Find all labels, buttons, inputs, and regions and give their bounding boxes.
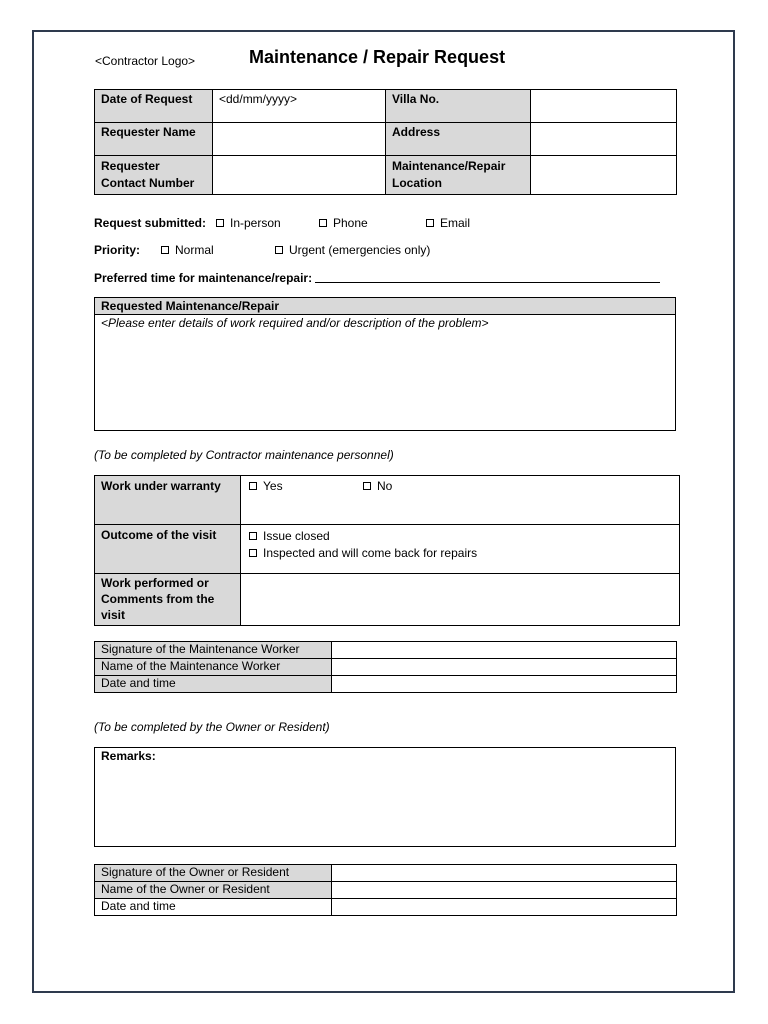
date-of-request-field[interactable]: <dd/mm/yyyy> — [213, 90, 386, 123]
form-page — [32, 30, 735, 993]
worker-date-label: Date and time — [95, 676, 332, 693]
contractor-logo-placeholder: <Contractor Logo> — [95, 54, 196, 68]
owner-date-label: Date and time — [95, 899, 332, 916]
option-urgent[interactable]: Urgent (emergencies only) — [275, 243, 430, 257]
checkbox-icon — [426, 219, 434, 227]
work-performed-label: Work performed or Comments from the visit — [95, 574, 241, 626]
warranty-options — [241, 476, 680, 525]
owner-name-label: Name of the Owner or Resident — [95, 882, 332, 899]
remarks-label: Remarks: — [101, 749, 156, 763]
option-issue-closed[interactable]: Issue closed — [247, 528, 673, 545]
option-email[interactable]: Email — [426, 216, 470, 230]
worker-signature-field[interactable] — [332, 642, 677, 659]
option-in-person[interactable]: In-person — [216, 216, 281, 230]
option-no[interactable]: No — [363, 479, 392, 493]
checkbox-icon — [249, 482, 257, 490]
checkbox-icon — [275, 246, 283, 254]
contractor-note: (To be completed by Contractor maintenance personnel) — [94, 448, 394, 462]
requested-maintenance-box — [94, 297, 676, 431]
address-label: Address — [386, 123, 531, 156]
work-performed-field[interactable] — [241, 574, 680, 626]
remarks-box[interactable] — [94, 747, 676, 847]
worker-name-field[interactable] — [332, 659, 677, 676]
option-yes[interactable]: Yes — [249, 479, 283, 493]
worker-date-field[interactable] — [332, 676, 677, 693]
requester-name-label: Requester Name — [95, 123, 213, 156]
owner-signature-field[interactable] — [332, 865, 677, 882]
request-submitted-label: Request submitted: — [94, 216, 207, 230]
owner-note: (To be completed by the Owner or Resident) — [94, 720, 330, 734]
worker-name-label: Name of the Maintenance Worker — [95, 659, 332, 676]
requester-name-field[interactable] — [213, 123, 386, 156]
preferred-time-label: Preferred time for maintenance/repair: — [94, 271, 313, 285]
preferred-time-row — [94, 271, 660, 285]
owner-signature-table — [94, 864, 677, 916]
checkbox-icon — [249, 532, 257, 540]
checkbox-icon — [319, 219, 327, 227]
contact-label-line1: Requester — [101, 159, 160, 173]
villa-no-field[interactable] — [531, 90, 677, 123]
worker-signature-label: Signature of the Maintenance Worker — [95, 642, 332, 659]
contact-number-field[interactable] — [213, 156, 386, 195]
warranty-label: Work under warranty — [95, 476, 241, 525]
preferred-time-field[interactable] — [315, 272, 660, 283]
outcome-label: Outcome of the visit — [95, 525, 241, 574]
contact-number-label — [95, 156, 213, 195]
date-of-request-label: Date of Request — [95, 90, 213, 123]
location-label — [386, 156, 531, 195]
contractor-table — [94, 475, 680, 626]
checkbox-icon — [363, 482, 371, 490]
priority-label: Priority: — [94, 243, 141, 257]
checkbox-icon — [161, 246, 169, 254]
option-normal[interactable]: Normal — [161, 243, 214, 257]
requested-maintenance-textarea[interactable]: <Please enter details of work required and/or description of the problem> — [101, 316, 489, 330]
villa-no-label: Villa No. — [386, 90, 531, 123]
option-phone[interactable]: Phone — [319, 216, 368, 230]
address-field[interactable] — [531, 123, 677, 156]
location-field[interactable] — [531, 156, 677, 195]
requested-maintenance-header: Requested Maintenance/Repair — [95, 298, 675, 315]
location-label-line2: Location — [392, 176, 442, 190]
owner-name-field[interactable] — [332, 882, 677, 899]
owner-date-field[interactable] — [332, 899, 677, 916]
request-info-table — [94, 89, 677, 195]
contact-label-line2: Contact Number — [101, 176, 195, 190]
outcome-options — [241, 525, 680, 574]
option-inspected[interactable]: Inspected and will come back for repairs — [247, 545, 673, 562]
worker-signature-table — [94, 641, 677, 693]
checkbox-icon — [249, 549, 257, 557]
location-label-line1: Maintenance/Repair — [392, 159, 506, 173]
checkbox-icon — [216, 219, 224, 227]
form-title: Maintenance / Repair Request — [249, 47, 506, 67]
owner-signature-label: Signature of the Owner or Resident — [95, 865, 332, 882]
